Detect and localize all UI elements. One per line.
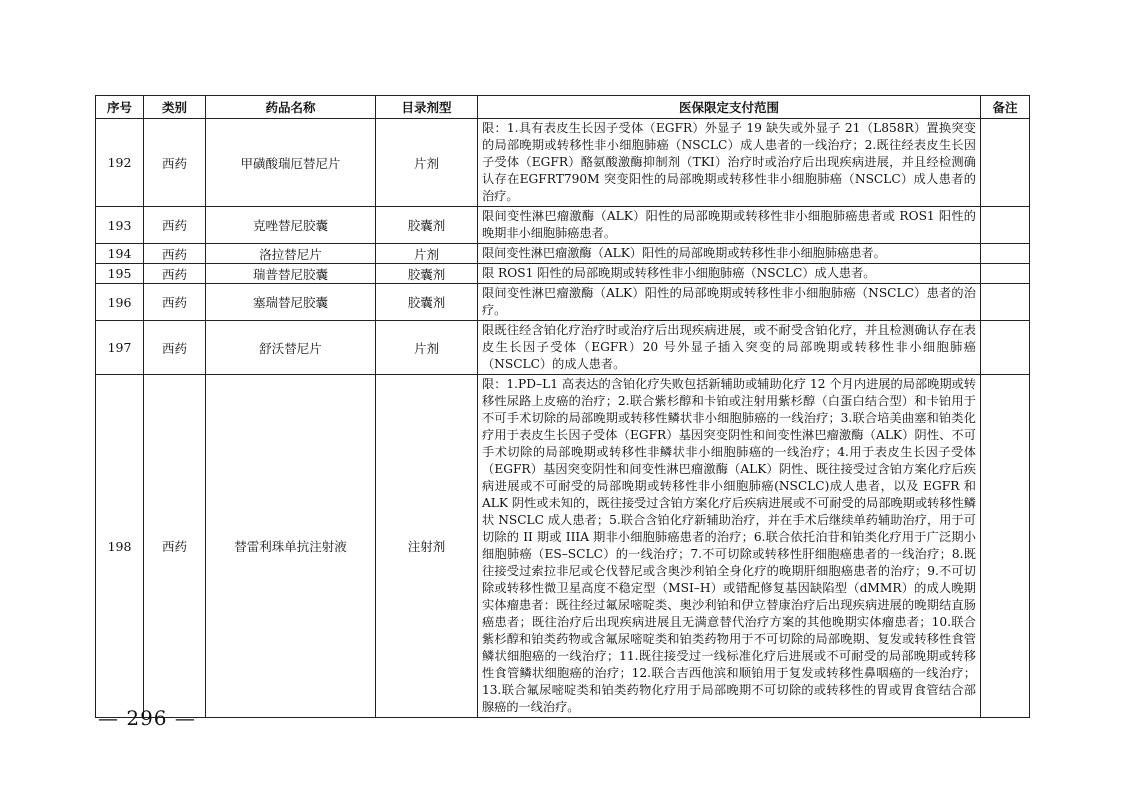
cell-category: 西药 — [144, 321, 206, 375]
cell-dosage-form: 胶囊剂 — [376, 207, 478, 244]
cell-scope: 限：1.具有表皮生长因子受体（EGFR）外显子 19 缺失或外显子 21（L858R）置换突变的局部晚期或转移性非小细胞肺癌（NSCLC）成人患者的一线治疗；2.既往经表皮生长因子受体（EGFR）酪氨酸激酶抑制剂（TKI）治疗时或治疗后出现疾病进展，并且经检测确认存在EGFRT790M 突变阳性的局部晚期或转移性非小细胞肺癌（NSCLC）成人患者的治疗。 — [478, 119, 981, 207]
cell-drug-name: 甲磺酸瑞厄替尼片 — [206, 119, 376, 207]
table-row — [96, 244, 1030, 264]
cell-dosage-form: 胶囊剂 — [376, 264, 478, 284]
cell-remarks — [981, 284, 1030, 321]
table-row — [96, 375, 1030, 718]
header-scope: 医保限定支付范围 — [478, 96, 981, 119]
cell-drug-name: 瑞普替尼胶囊 — [206, 264, 376, 284]
cell-remarks — [981, 119, 1030, 207]
header-seq: 序号 — [96, 96, 144, 119]
header-category: 类别 — [144, 96, 206, 119]
cell-seq: 194 — [96, 244, 144, 264]
table-row — [96, 321, 1030, 375]
cell-dosage-form: 片剂 — [376, 321, 478, 375]
cell-dosage-form: 片剂 — [376, 244, 478, 264]
cell-scope: 限间变性淋巴瘤激酶（ALK）阳性的局部晚期或转移性非小细胞肺癌（NSCLC）患者的治疗。 — [478, 284, 981, 321]
cell-seq: 198 — [96, 375, 144, 718]
cell-scope: 限既往经含铂化疗治疗时或治疗后出现疾病进展，或不耐受含铂化疗，并且检测确认存在表皮生长因子受体（EGFR）20 号外显子插入突变的局部晚期或转移性非小细胞肺癌（NSCLC）的成人患者。 — [478, 321, 981, 375]
cell-remarks — [981, 207, 1030, 244]
cell-category: 西药 — [144, 119, 206, 207]
cell-category: 西药 — [144, 284, 206, 321]
table-header-row — [96, 96, 1030, 119]
drug-reimbursement-table — [95, 95, 1030, 718]
cell-remarks — [981, 375, 1030, 718]
cell-remarks — [981, 244, 1030, 264]
table-row — [96, 284, 1030, 321]
cell-scope: 限：1.PD–L1 高表达的含铂化疗失败包括新辅助或辅助化疗 12 个月内进展的局部晚期或转移性尿路上皮癌的治疗；2.联合紫杉醇和卡铂或注射用紫杉醇（白蛋白结合型）和卡铂用于不可手术切除的局部晚期或转移性鳞状非小细胞肺癌的一线治疗；3.联合培美曲塞和铂类化疗用于表皮生长因子受体（EGFR）基因突变阴性和间变性淋巴瘤激酶（ALK）阴性、不可手术切除的局部晚期或转移性非鳞状非小细胞肺癌的一线治疗；4.用于表皮生长因子受体（EGFR）基因突变阴性和间变性淋巴瘤激酶（ALK）阴性、既往接受过含铂方案化疗后疾病进展或不可耐受的局部晚期或转移性非小细胞肺癌(NSCLC)成人患者，以及 EGFR 和 ALK 阴性或未知的，既往接受过含铂方案化疗后疾病进展或不可耐受的局部晚期或转移性鳞状 NSCLC 成人患者；5.联合含铂化疗新辅助治疗，并在手术后继续单药辅助治疗，用于可切除的 II 期或 IIIA 期非小细胞肺癌患者的治疗；6.联合依托泊苷和铂类化疗用于广泛期小细胞肺癌（ES–SCLC）的一线治疗；7.不可切除或转移性肝细胞癌患者的一线治疗；8.既往接受过索拉非尼或仑伐替尼或含奥沙利铂全身化疗的晚期肝细胞癌患者的治疗；9.不可切除或转移性微卫星高度不稳定型（MSI–H）或错配修复基因缺陷型（dMMR）的成人晚期实体瘤患者：既往经过氟尿嘧啶类、奥沙利铂和伊立替康治疗后出现疾病进展的晚期结直肠癌患者；既往治疗后出现疾病进展且无满意替代治疗方案的其他晚期实体瘤患者；10.联合紫杉醇和铂类药物或含氟尿嘧啶类和铂类药物用于不可切除的局部晚期、复发或转移性食管鳞状细胞癌的一线治疗；11.既往接受过一线标准化疗后进展或不可耐受的局部晚期或转移性食管鳞状细胞癌的治疗；12.联合吉西他滨和顺铂用于复发或转移性鼻咽癌的一线治疗；13.联合氟尿嘧啶类和铂类药物化疗用于局部晚期不可切除的或转移性的胃或胃食管结合部腺癌的一线治疗。 — [478, 375, 981, 718]
cell-dosage-form: 片剂 — [376, 119, 478, 207]
cell-scope: 限间变性淋巴瘤激酶（ALK）阳性的局部晚期或转移性非小细胞肺癌患者或 ROS1 阳性的晚期非小细胞肺癌患者。 — [478, 207, 981, 244]
cell-remarks — [981, 264, 1030, 284]
cell-seq: 192 — [96, 119, 144, 207]
table-row — [96, 119, 1030, 207]
cell-drug-name: 塞瑞替尼胶囊 — [206, 284, 376, 321]
cell-category: 西药 — [144, 244, 206, 264]
header-drug-name: 药品名称 — [206, 96, 376, 119]
cell-dosage-form: 注射剂 — [376, 375, 478, 718]
header-remarks: 备注 — [981, 96, 1030, 119]
cell-remarks — [981, 321, 1030, 375]
cell-scope: 限 ROS1 阳性的局部晚期或转移性非小细胞肺癌（NSCLC）成人患者。 — [478, 264, 981, 284]
cell-scope: 限间变性淋巴瘤激酶（ALK）阳性的局部晚期或转移性非小细胞肺癌患者。 — [478, 244, 981, 264]
cell-drug-name: 洛拉替尼片 — [206, 244, 376, 264]
cell-drug-name: 克唑替尼胶囊 — [206, 207, 376, 244]
cell-drug-name: 替雷利珠单抗注射液 — [206, 375, 376, 718]
cell-seq: 196 — [96, 284, 144, 321]
cell-dosage-form: 胶囊剂 — [376, 284, 478, 321]
cell-seq: 195 — [96, 264, 144, 284]
cell-seq: 197 — [96, 321, 144, 375]
header-dosage-form: 目录剂型 — [376, 96, 478, 119]
page-number: — 296 — — [98, 706, 196, 730]
cell-seq: 193 — [96, 207, 144, 244]
cell-category: 西药 — [144, 207, 206, 244]
cell-category: 西药 — [144, 375, 206, 718]
table-row — [96, 264, 1030, 284]
cell-category: 西药 — [144, 264, 206, 284]
cell-drug-name: 舒沃替尼片 — [206, 321, 376, 375]
table-row — [96, 207, 1030, 244]
